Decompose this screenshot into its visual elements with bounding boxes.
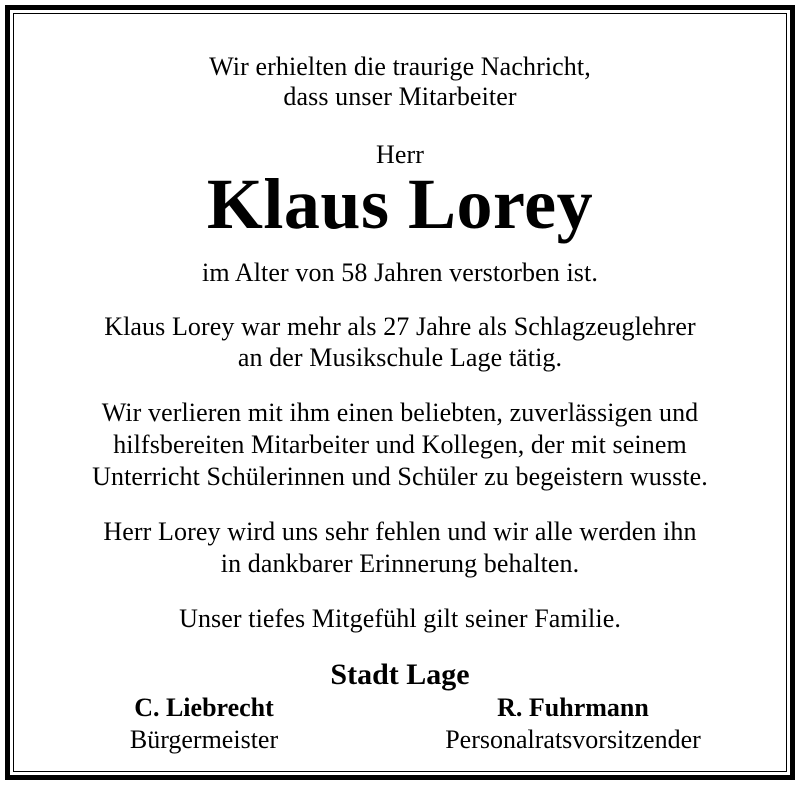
age-line: im Alter von 58 Jahren verstorben ist.	[202, 258, 598, 287]
tenure-line-1: Klaus Lorey war mehr als 27 Jahre als Schlagzeuglehrer	[104, 312, 696, 341]
tribute-line-1: Wir verlieren mit ihm einen beliebten, zuverlässigen und	[101, 398, 699, 427]
tenure-line-2: an der Musikschule Lage tätig.	[237, 343, 563, 372]
signatory-1-name: C. Liebrecht	[134, 693, 274, 722]
signatory-1-title: Bürgermeister	[129, 725, 279, 754]
tribute-line-3: Unterricht Schülerinnen und Schüler zu begeistern wusste.	[92, 462, 708, 491]
condolence-line: Unser tiefes Mitgefühl gilt seiner Familie.	[179, 604, 621, 633]
intro-line-1: Wir erhielten die traurige Nachricht,	[209, 52, 591, 81]
deceased-name: Klaus Lorey	[206, 164, 594, 244]
intro-line-2: dass unser Mitarbeiter	[283, 82, 517, 111]
remembrance-line-2: in dankbarer Erinnerung behalten.	[220, 549, 580, 578]
signatory-2-name: R. Fuhrmann	[497, 693, 649, 722]
organization-name: Stadt Lage	[330, 658, 470, 691]
remembrance-line-1: Herr Lorey wird uns sehr fehlen und wir alle werden ihn	[103, 517, 697, 546]
tribute-line-2: hilfsbereiten Mitarbeiter und Kollegen, der mit seinem	[113, 430, 687, 459]
signatory-2-title: Personalratsvorsitzender	[445, 725, 701, 754]
honorific: Herr	[375, 140, 425, 169]
